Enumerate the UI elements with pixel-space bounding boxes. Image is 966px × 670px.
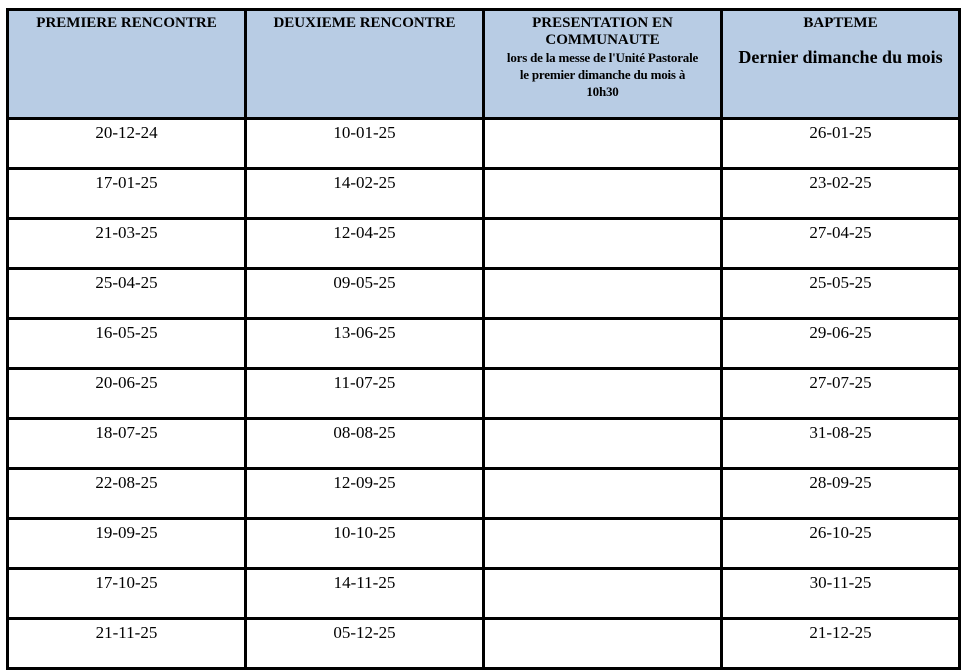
header-title: BAPTEME [803, 15, 878, 31]
cell-deuxieme-rencontre: 11-07-25 [246, 369, 484, 419]
table-row [8, 319, 960, 369]
table-row [8, 219, 960, 269]
table-row [8, 569, 960, 619]
cell-bapteme: 28-09-25 [722, 469, 960, 519]
cell-deuxieme-rencontre: 10-01-25 [246, 119, 484, 169]
cell-premiere-rencontre: 21-03-25 [8, 219, 246, 269]
cell-presentation [484, 369, 722, 419]
cell-presentation [484, 569, 722, 619]
cell-premiere-rencontre: 16-05-25 [8, 319, 246, 369]
table-body [8, 119, 960, 669]
cell-bapteme: 31-08-25 [722, 419, 960, 469]
cell-deuxieme-rencontre: 12-04-25 [246, 219, 484, 269]
cell-premiere-rencontre: 22-08-25 [8, 469, 246, 519]
cell-deuxieme-rencontre: 09-05-25 [246, 269, 484, 319]
header-presentation-en-communaute [484, 10, 722, 119]
table-row [8, 369, 960, 419]
header-deuxieme-rencontre [246, 10, 484, 119]
cell-presentation [484, 319, 722, 369]
header-title: PRESENTATION EN COMMUNAUTE [532, 15, 673, 48]
cell-premiere-rencontre: 20-12-24 [8, 119, 246, 169]
cell-bapteme: 30-11-25 [722, 569, 960, 619]
cell-premiere-rencontre: 17-01-25 [8, 169, 246, 219]
cell-premiere-rencontre: 18-07-25 [8, 419, 246, 469]
header-title: DEUXIEME RENCONTRE [273, 15, 456, 31]
header-bapteme [722, 10, 960, 119]
cell-premiere-rencontre: 17-10-25 [8, 569, 246, 619]
header-subtitle-line3: 10h30 [586, 84, 619, 99]
cell-presentation [484, 269, 722, 319]
cell-deuxieme-rencontre: 13-06-25 [246, 319, 484, 369]
cell-bapteme: 27-07-25 [722, 369, 960, 419]
cell-bapteme: 21-12-25 [722, 619, 960, 669]
cell-presentation [484, 169, 722, 219]
cell-premiere-rencontre: 25-04-25 [8, 269, 246, 319]
cell-bapteme: 23-02-25 [722, 169, 960, 219]
cell-bapteme: 25-05-25 [722, 269, 960, 319]
table-header [8, 10, 960, 119]
table-row [8, 419, 960, 469]
cell-presentation [484, 469, 722, 519]
table-row [8, 619, 960, 669]
header-subtitle-line2: le premier dimanche du mois à [519, 67, 686, 82]
cell-bapteme: 26-01-25 [722, 119, 960, 169]
table-row [8, 169, 960, 219]
cell-premiere-rencontre: 21-11-25 [8, 619, 246, 669]
baptism-schedule-table [6, 8, 961, 670]
cell-bapteme: 26-10-25 [722, 519, 960, 569]
header-subtitle: Dernier dimanche du mois [738, 47, 943, 67]
cell-presentation [484, 519, 722, 569]
cell-deuxieme-rencontre: 14-11-25 [246, 569, 484, 619]
cell-deuxieme-rencontre: 05-12-25 [246, 619, 484, 669]
header-premiere-rencontre [8, 10, 246, 119]
cell-deuxieme-rencontre: 10-10-25 [246, 519, 484, 569]
cell-deuxieme-rencontre: 14-02-25 [246, 169, 484, 219]
cell-deuxieme-rencontre: 12-09-25 [246, 469, 484, 519]
cell-presentation [484, 419, 722, 469]
table-row [8, 269, 960, 319]
header-title: PREMIERE RENCONTRE [36, 15, 217, 31]
cell-deuxieme-rencontre: 08-08-25 [246, 419, 484, 469]
header-subtitle-line1: lors de la messe de l'Unité Pastorale [506, 50, 699, 65]
cell-premiere-rencontre: 19-09-25 [8, 519, 246, 569]
cell-presentation [484, 619, 722, 669]
cell-presentation [484, 119, 722, 169]
cell-bapteme: 29-06-25 [722, 319, 960, 369]
table-row [8, 469, 960, 519]
header-row [8, 10, 960, 119]
cell-premiere-rencontre: 20-06-25 [8, 369, 246, 419]
cell-bapteme: 27-04-25 [722, 219, 960, 269]
table-row [8, 119, 960, 169]
table-row [8, 519, 960, 569]
cell-presentation [484, 219, 722, 269]
